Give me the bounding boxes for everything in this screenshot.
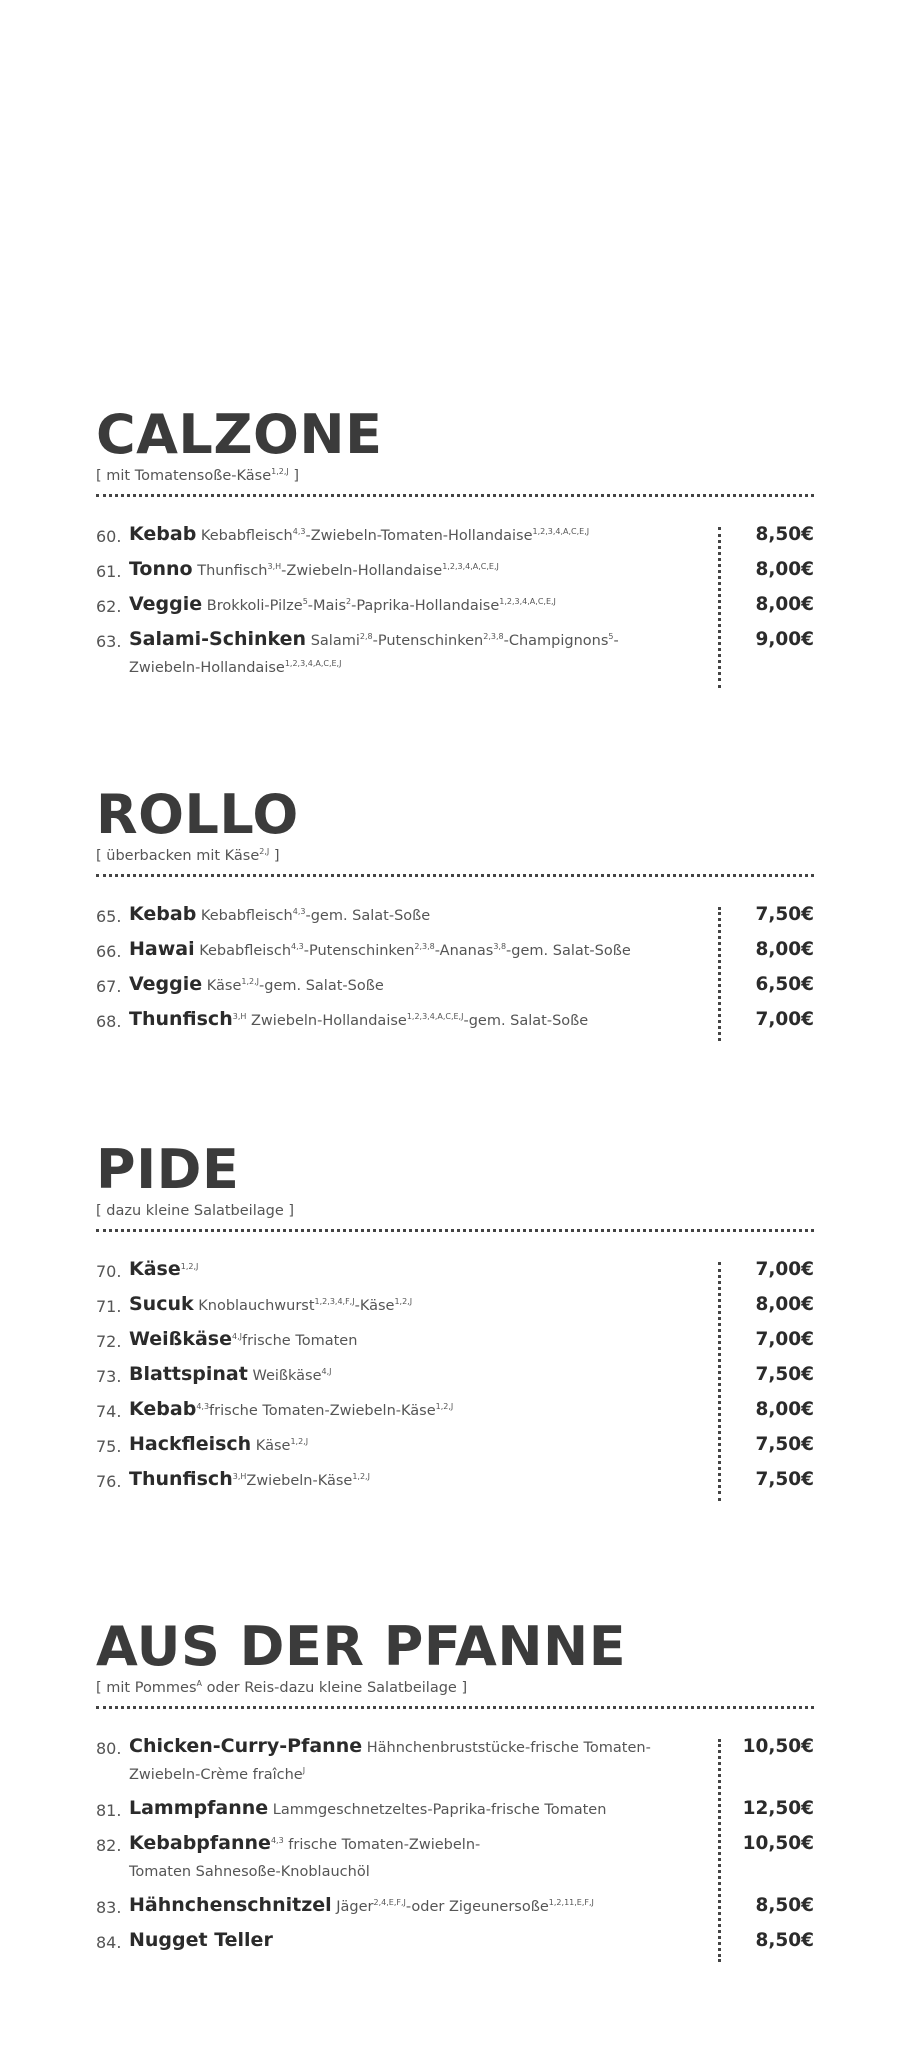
item-price: 7,50€: [755, 1469, 814, 1490]
allergen-codes: 3,H: [232, 1012, 247, 1021]
ingredients-text: Kebabfleisch: [196, 908, 293, 924]
ingredients-text: -Mais: [307, 598, 346, 614]
menu-item-list: [96, 521, 814, 688]
ingredients-text: Zwiebeln-Hollandaise: [129, 660, 285, 676]
menu-item-list: [96, 901, 814, 1041]
item-price: 8,00€: [755, 1294, 814, 1315]
menu-item: [96, 1291, 814, 1326]
item-name: Hähnchenschnitzel: [129, 1894, 332, 1916]
item-price: 7,50€: [755, 1364, 814, 1385]
menu-item: [96, 1326, 814, 1361]
item-price: 8,50€: [755, 1930, 814, 1951]
item-number: 65.: [96, 907, 122, 926]
menu-item: [96, 1795, 814, 1830]
allergen-codes: 4,3: [270, 1836, 284, 1845]
section-rollo: [96, 783, 814, 1041]
item-number: 60.: [96, 527, 122, 546]
item-name: Käse: [129, 1258, 181, 1280]
section-subtitle: [ mit Tomatensoße-Käse$^{1,2,J}$ ]: [96, 467, 300, 484]
section-title: AUS DER PFANNE: [96, 1615, 627, 1678]
menu-item: [96, 901, 814, 936]
item-description: [129, 1892, 704, 1921]
item-name: Kebab: [129, 1398, 197, 1420]
allergen-codes: 2,8: [359, 632, 373, 641]
item-name: Hawai: [129, 938, 195, 960]
allergen-codes: 1,2,11,E,F,J: [548, 1898, 594, 1907]
allergen-codes: 2: [346, 597, 352, 606]
menu-item: [96, 1466, 814, 1501]
item-name: Nugget Teller: [129, 1929, 273, 1951]
ingredients-text: frische Tomaten: [242, 1333, 358, 1349]
item-description: [129, 626, 704, 682]
item-name: Kebabpfanne: [129, 1832, 271, 1854]
section-dotted-rule: [96, 874, 814, 877]
allergen-codes: 4,J: [321, 1367, 332, 1376]
ingredients-text: -Ananas: [434, 943, 494, 959]
allergen-codes: 1,2,3,4,A,C,E,J: [499, 597, 556, 606]
menu-item: [96, 1927, 814, 1962]
allergen-codes: J: [302, 1766, 306, 1775]
allergen-codes: 1,2,3,4,A,C,E,J: [284, 659, 342, 668]
ingredients-text: Kebabfleisch: [194, 943, 292, 959]
allergen-codes: 1,2,J: [241, 977, 260, 986]
ingredients-text: -Käse: [354, 1298, 395, 1314]
allergen-codes: 3,H: [232, 1472, 247, 1481]
item-description: [129, 1361, 704, 1390]
menu-item: [96, 1256, 814, 1291]
allergen-codes: 1,2,J: [180, 1262, 199, 1271]
item-description: [129, 971, 704, 1000]
ingredients-text: -Zwiebeln-Tomaten-Hollandaise: [305, 528, 533, 544]
item-description: [129, 556, 704, 585]
menu-item: [96, 1892, 814, 1927]
item-price: 7,00€: [755, 1259, 814, 1280]
item-description: [129, 1466, 704, 1495]
allergen-codes: 2,4,E,F,J: [373, 1898, 406, 1907]
item-price: 8,50€: [755, 524, 814, 545]
item-price: 8,00€: [755, 1399, 814, 1420]
ingredients-text: -gem. Salat-Soße: [506, 943, 631, 959]
allergen-codes: 2,3,8: [414, 942, 435, 951]
section-title: ROLLO: [96, 783, 299, 846]
ingredients-text: Salami: [306, 633, 360, 649]
item-number: 67.: [96, 977, 122, 996]
section-dotted-rule: [96, 494, 814, 497]
item-name: Veggie: [129, 593, 203, 615]
section-dotted-rule: [96, 1706, 814, 1709]
ingredients-text: -Putenschinken: [303, 943, 415, 959]
menu-item: [96, 556, 814, 591]
section-pide: [96, 1138, 814, 1501]
item-number: 62.: [96, 597, 122, 616]
allergen-codes: 1,2,J: [394, 1297, 413, 1306]
ingredients-text: -Putenschinken: [372, 633, 484, 649]
item-number: 83.: [96, 1898, 122, 1917]
item-number: 72.: [96, 1332, 122, 1351]
item-description: [129, 1431, 704, 1460]
item-name: Hackfleisch: [129, 1433, 252, 1455]
ingredients-text: Hähnchenbruststücke-frische Tomaten-: [362, 1740, 651, 1756]
ingredients-text: frische Tomaten-Zwiebeln-: [283, 1837, 481, 1853]
ingredients-text: Thunfisch: [192, 563, 268, 579]
ingredients-text: Weißkäse: [247, 1368, 322, 1384]
item-number: 80.: [96, 1739, 122, 1758]
ingredients-text: -gem. Salat-Soße: [259, 978, 384, 994]
menu-item: [96, 591, 814, 626]
item-description: [129, 1256, 704, 1285]
item-number: 63.: [96, 632, 122, 651]
allergen-codes: 4,3: [292, 907, 306, 916]
allergen-codes: 4,3: [291, 942, 304, 951]
item-price: 7,50€: [755, 1434, 814, 1455]
allergen-codes: 1,2,J: [290, 1437, 309, 1446]
item-number: 71.: [96, 1297, 122, 1316]
item-number: 84.: [96, 1933, 122, 1952]
allergen-codes: 2,3,8: [483, 632, 504, 641]
section-subtitle: [ mit Pommes$^A$ oder Reis-dazu kleine Salatbeilage ]: [96, 1679, 468, 1696]
allergen-codes: 1,2,3,4,F,J: [314, 1297, 355, 1306]
allergen-codes: 4,3: [292, 527, 306, 536]
item-description: [129, 521, 704, 550]
item-price: 8,50€: [755, 1895, 814, 1916]
menu-item: [96, 1830, 814, 1892]
item-description: [129, 901, 704, 930]
menu-item: [96, 1361, 814, 1396]
item-description: [129, 1795, 704, 1824]
item-number: 73.: [96, 1367, 122, 1386]
section-dotted-rule: [96, 1229, 814, 1232]
ingredients-text: Käse: [251, 1438, 291, 1454]
item-name: Blattspinat: [129, 1363, 248, 1385]
item-price: 12,50€: [742, 1798, 814, 1819]
item-name: Salami-Schinken: [129, 628, 307, 650]
section-aus-der-pfanne: [96, 1615, 814, 1962]
ingredients-text: -Paprika-Hollandaise: [351, 598, 500, 614]
item-description: [129, 1006, 704, 1035]
item-name: Lammpfanne: [129, 1797, 269, 1819]
allergen-codes: 4,J: [232, 1332, 242, 1341]
allergen-codes: 5: [608, 632, 614, 641]
allergen-codes: 3,8: [493, 942, 507, 951]
item-name: Weißkäse: [129, 1328, 232, 1350]
section-subtitle: [ überbacken mit Käse$^{2,J}$ ]: [96, 847, 280, 864]
item-name: Kebab: [129, 523, 197, 545]
menu-item: [96, 626, 814, 688]
menu-item: [96, 1396, 814, 1431]
item-number: 74.: [96, 1402, 122, 1421]
menu-item-list: [96, 1733, 814, 1962]
ingredients-text: frische Tomaten-Zwiebeln-Käse: [209, 1403, 436, 1419]
item-description: [129, 936, 704, 965]
ingredients-text: Zwiebeln-Hollandaise: [246, 1013, 407, 1029]
item-price: 10,50€: [742, 1833, 814, 1854]
item-number: 68.: [96, 1012, 122, 1031]
menu-item: [96, 936, 814, 971]
ingredients-text: Knoblauchwurst: [193, 1298, 315, 1314]
allergen-codes: 1,2,3,4,A,C,E,J: [406, 1012, 464, 1021]
item-price: 8,00€: [755, 559, 814, 580]
item-price: 10,50€: [742, 1736, 814, 1757]
item-name: Chicken-Curry-Pfanne: [129, 1735, 363, 1757]
item-number: 81.: [96, 1801, 122, 1820]
section-title: CALZONE: [96, 403, 383, 466]
item-number: 66.: [96, 942, 122, 961]
item-description: [129, 1326, 704, 1355]
item-description: [129, 1830, 704, 1886]
ingredients-text: Zwiebeln-Käse: [246, 1473, 353, 1489]
allergen-codes: 1,2,3,4,A,C,E,J: [442, 562, 499, 571]
menu-item: [96, 521, 814, 556]
allergen-codes: 1,2,J: [352, 1472, 370, 1481]
allergen-codes: 1,2,J: [435, 1402, 454, 1411]
ingredients-text: -Champignons: [503, 633, 609, 649]
item-price: 7,00€: [755, 1329, 814, 1350]
ingredients-text: Zwiebeln-Crème fraîche: [129, 1767, 303, 1783]
ingredients-text: Käse: [202, 978, 242, 994]
section-subtitle: [ dazu kleine Salatbeilage ]: [96, 1203, 295, 1219]
item-description: [129, 1927, 704, 1956]
item-number: 76.: [96, 1472, 122, 1491]
section-title: PIDE: [96, 1138, 240, 1201]
menu-item: [96, 1431, 814, 1466]
menu-item-list: [96, 1256, 814, 1501]
item-price: 8,00€: [755, 594, 814, 615]
item-description: [129, 1291, 704, 1320]
ingredients-text: Lammgeschnetzeltes-Paprika-frische Tomaten: [268, 1802, 607, 1818]
item-name: Sucuk: [129, 1293, 194, 1315]
item-name: Thunfisch: [129, 1008, 233, 1030]
item-name: Tonno: [129, 558, 193, 580]
menu-item: [96, 971, 814, 1006]
ingredients-text: -Zwiebeln-Hollandaise: [281, 563, 443, 579]
ingredients-text: Kebabfleisch: [196, 528, 293, 544]
item-description: [129, 1396, 704, 1425]
allergen-codes: 4,3: [196, 1402, 210, 1411]
item-price: 6,50€: [755, 974, 814, 995]
item-name: Veggie: [129, 973, 203, 995]
ingredients-text: -: [613, 633, 619, 649]
item-description: [129, 1733, 704, 1789]
item-number: 82.: [96, 1836, 122, 1855]
item-number: 70.: [96, 1262, 122, 1281]
ingredients-text: Brokkoli-Pilze: [202, 598, 303, 614]
allergen-codes: 5: [302, 597, 308, 606]
ingredients-text: Jäger: [331, 1899, 374, 1915]
item-name: Thunfisch: [129, 1468, 233, 1490]
item-price: 9,00€: [755, 629, 814, 650]
ingredients-text: -gem. Salat-Soße: [463, 1013, 589, 1029]
allergen-codes: 1,2,3,4,A,C,E,J: [532, 527, 590, 536]
item-name: Kebab: [129, 903, 197, 925]
ingredients-text: Tomaten Sahnesoße-Knoblauchöl: [129, 1864, 370, 1880]
ingredients-text: -oder Zigeunersoße: [405, 1899, 549, 1915]
item-number: 61.: [96, 562, 122, 581]
item-price: 8,00€: [755, 939, 814, 960]
menu-item: [96, 1006, 814, 1041]
ingredients-text: -gem. Salat-Soße: [305, 908, 431, 924]
item-number: 75.: [96, 1437, 122, 1456]
allergen-codes: 3,H: [267, 562, 282, 571]
item-description: [129, 591, 704, 620]
item-price: 7,50€: [755, 904, 814, 925]
section-calzone: [96, 403, 814, 688]
item-price: 7,00€: [755, 1009, 814, 1030]
menu-item: [96, 1733, 814, 1795]
